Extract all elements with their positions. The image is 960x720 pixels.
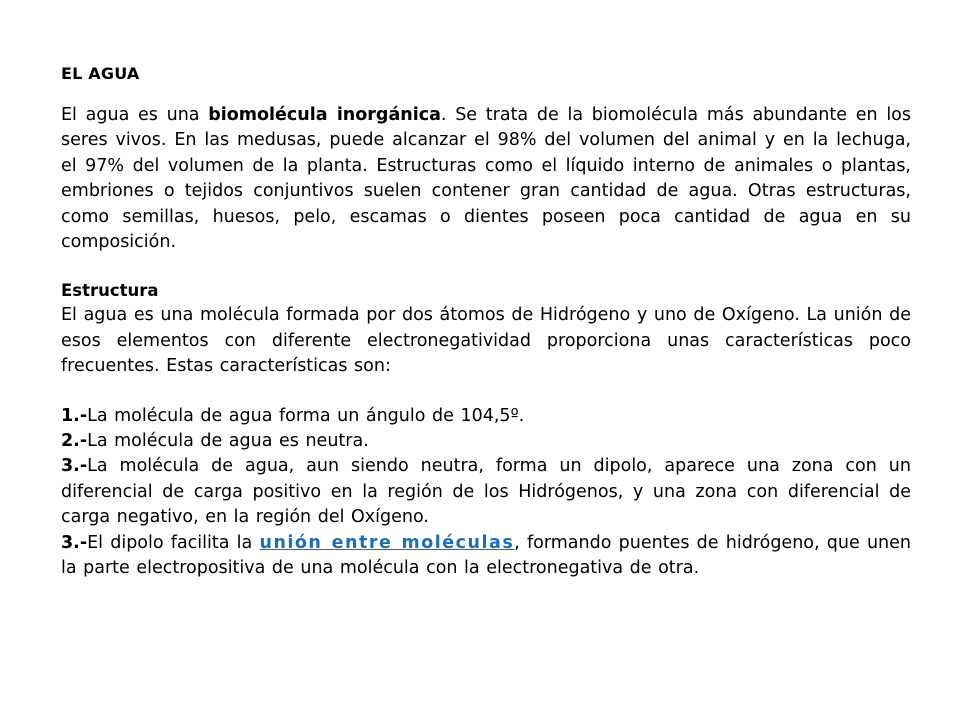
structure-paragraph: El agua es una molécula formada por dos átomos de Hidrógeno y uno de Oxígeno. La unión de esos elementos con diferente electronegatividad proporciona unas características poco frecuentes. Estas características son:: [61, 305, 911, 377]
list-item-3: [61, 454, 911, 530]
list-item-text: La molécula de agua forma un ángulo de 104,5º.: [87, 405, 525, 426]
list-item-number: 3.-: [61, 456, 88, 477]
list-item-number: 1.-: [61, 405, 88, 426]
spacer: [61, 255, 911, 279]
intro-paragraph: [61, 103, 911, 255]
list-item-number: 2.-: [61, 431, 88, 452]
list-item-4: [61, 531, 911, 582]
spacer: [61, 380, 911, 404]
molecule-union-link[interactable]: unión entre moléculas: [259, 532, 515, 553]
intro-text-after: . Se trata de la biomolécula más abundante en los seres vivos. En las medusas, puede alcanzar el 98% del volumen del animal y en la lechuga, el 97% del volumen de la planta. Estructuras como el líquido interno de animales o plantas, embriones o tejidos conjuntivos suelen contener gran cantidad de agua. Otras estructuras, como semillas, huesos, pelo, escamas o dientes poseen poca cantidad de agua en su composición.: [61, 105, 912, 253]
list-item-2: [61, 429, 911, 454]
document-body: [61, 64, 911, 582]
document-title: EL AGUA: [61, 64, 140, 83]
list-item-text: La molécula de agua, aun siendo neutra, forma un dipolo, aparece una zona con un diferencial de carga positivo en la región de los Hidrógenos, y una zona con diferencial de carga negativo, en la región del Oxígeno.: [61, 456, 911, 528]
list-item-text: La molécula de agua es neutra.: [87, 431, 369, 452]
list-item-1: [61, 404, 911, 429]
list-item-number: 3.-: [61, 532, 88, 553]
list-item-text-after: , formando puentes de hidrógeno, que unen la parte electropositiva de una molécula con la electronegativa de otra.: [61, 532, 911, 579]
list-item-text-before: El dipolo facilita la: [87, 532, 260, 553]
structure-heading: Estructura: [61, 281, 159, 301]
intro-text-before: El agua es una: [61, 105, 209, 125]
intro-bold-term: biomolécula inorgánica: [208, 105, 441, 125]
